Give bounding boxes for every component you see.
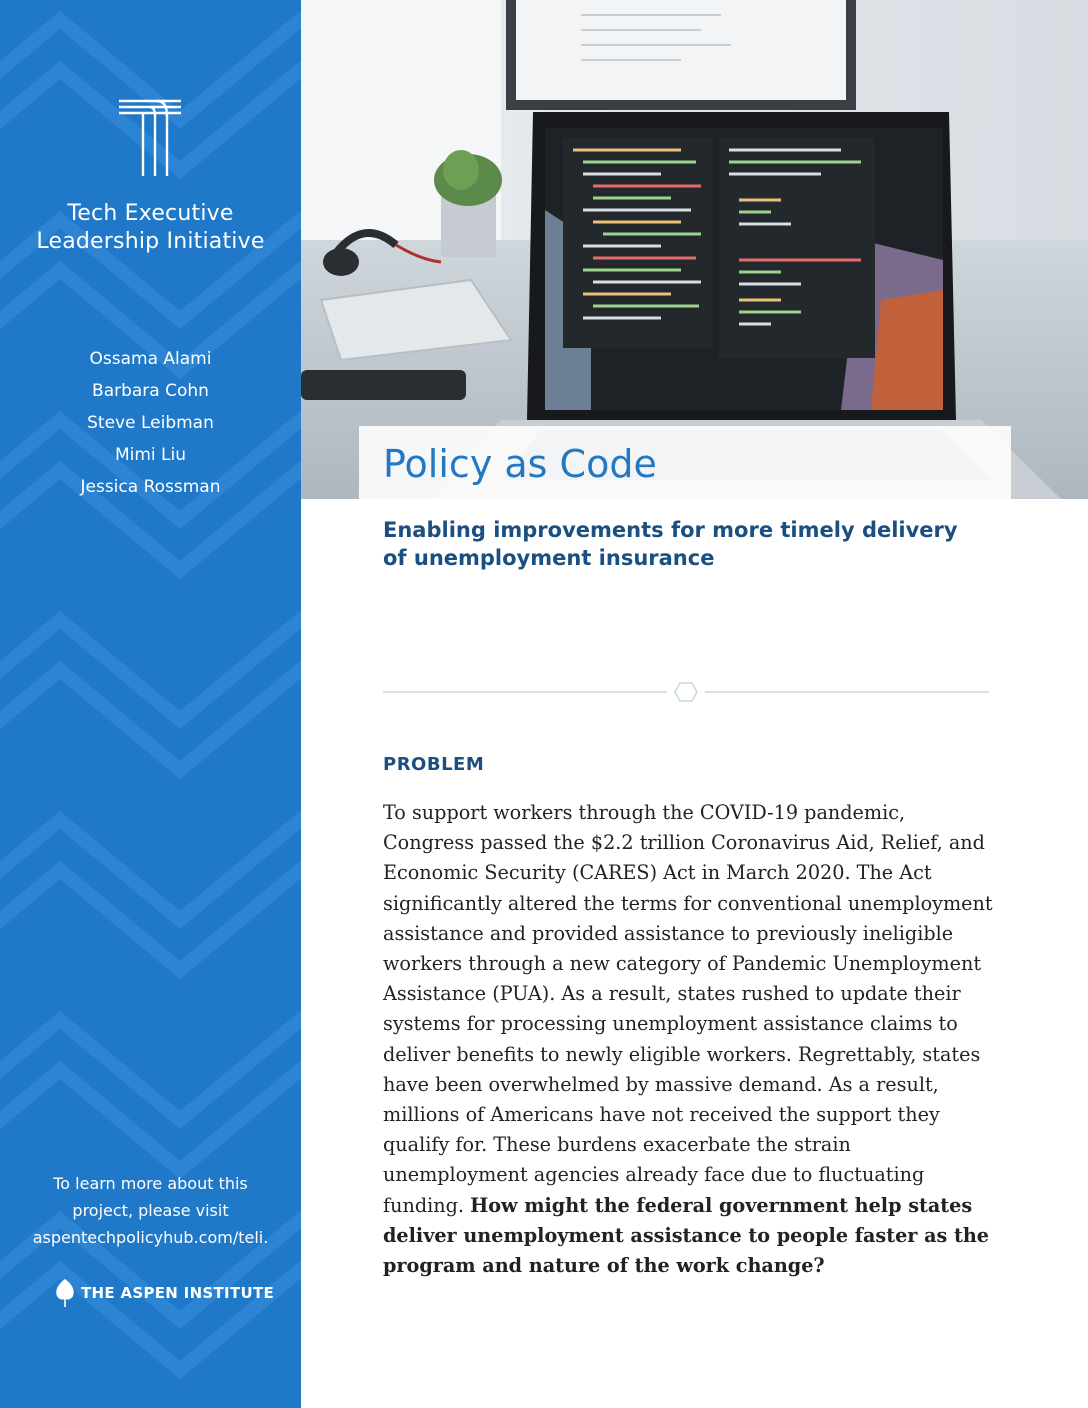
- author-list: [0, 343, 301, 503]
- learn-more-line1: To learn more about this: [53, 1174, 248, 1193]
- author-name: Mimi Liu: [114, 445, 187, 465]
- sidebar: [0, 0, 301, 1408]
- problem-paragraph: [383, 798, 993, 1281]
- author-name: Barbara Cohn: [92, 381, 209, 401]
- document-subtitle: Enabling improvements for more timely delivery of unemployment insurance: [383, 518, 958, 570]
- aspen-leaf-icon: [54, 1278, 76, 1308]
- org-name-line1: Tech Executive: [67, 201, 234, 226]
- aspen-institute-logo: [54, 1278, 274, 1308]
- laptop-code-photo: [301, 0, 1088, 499]
- project-link[interactable]: aspentechpolicyhub.com/teli.: [32, 1228, 269, 1247]
- hexagon-ornament-icon: [675, 683, 697, 701]
- learn-more-line2: project, please visit: [72, 1201, 229, 1220]
- section-divider: [383, 680, 989, 704]
- org-name-line2: Leadership Initiative: [36, 229, 265, 254]
- author-name: Ossama Alami: [89, 349, 212, 369]
- problem-question: How might the federal government help states deliver unemployment assistance to people faster as the program and nature of the work change?: [383, 1193, 989, 1278]
- section-heading: PROBLEM: [383, 754, 485, 775]
- hero-image: [301, 0, 1088, 499]
- document-title: Policy as Code: [383, 442, 657, 486]
- publisher-name: THE ASPEN INSTITUTE: [81, 1284, 275, 1302]
- learn-more-note: [0, 1170, 301, 1251]
- author-name: Steve Leibman: [87, 413, 214, 433]
- author-name: Jessica Rossman: [80, 477, 221, 497]
- problem-text: To support workers through the COVID-19 pandemic, Congress passed the $2.2 trillion Coronavirus Aid, Relief, and Economic Security (CARES) Act in March 2020. The Act significantly altered the terms for conventional unemployment assistance and provided assistance to previously ineligible workers through a new category of Pandemic Unemployment Assistance (PUA). As a result, states rushed to update their systems for processing unemployment assistance claims to deliver benefits to newly eligible workers. Regrettably, states have been overwhelmed by massive demand. As a result, millions of Americans have not received the support they qualify for. These burdens exacerbate the strain unemployment agencies already face due to fluctuating funding.: [383, 801, 993, 1217]
- teli-logo-icon: [117, 98, 183, 178]
